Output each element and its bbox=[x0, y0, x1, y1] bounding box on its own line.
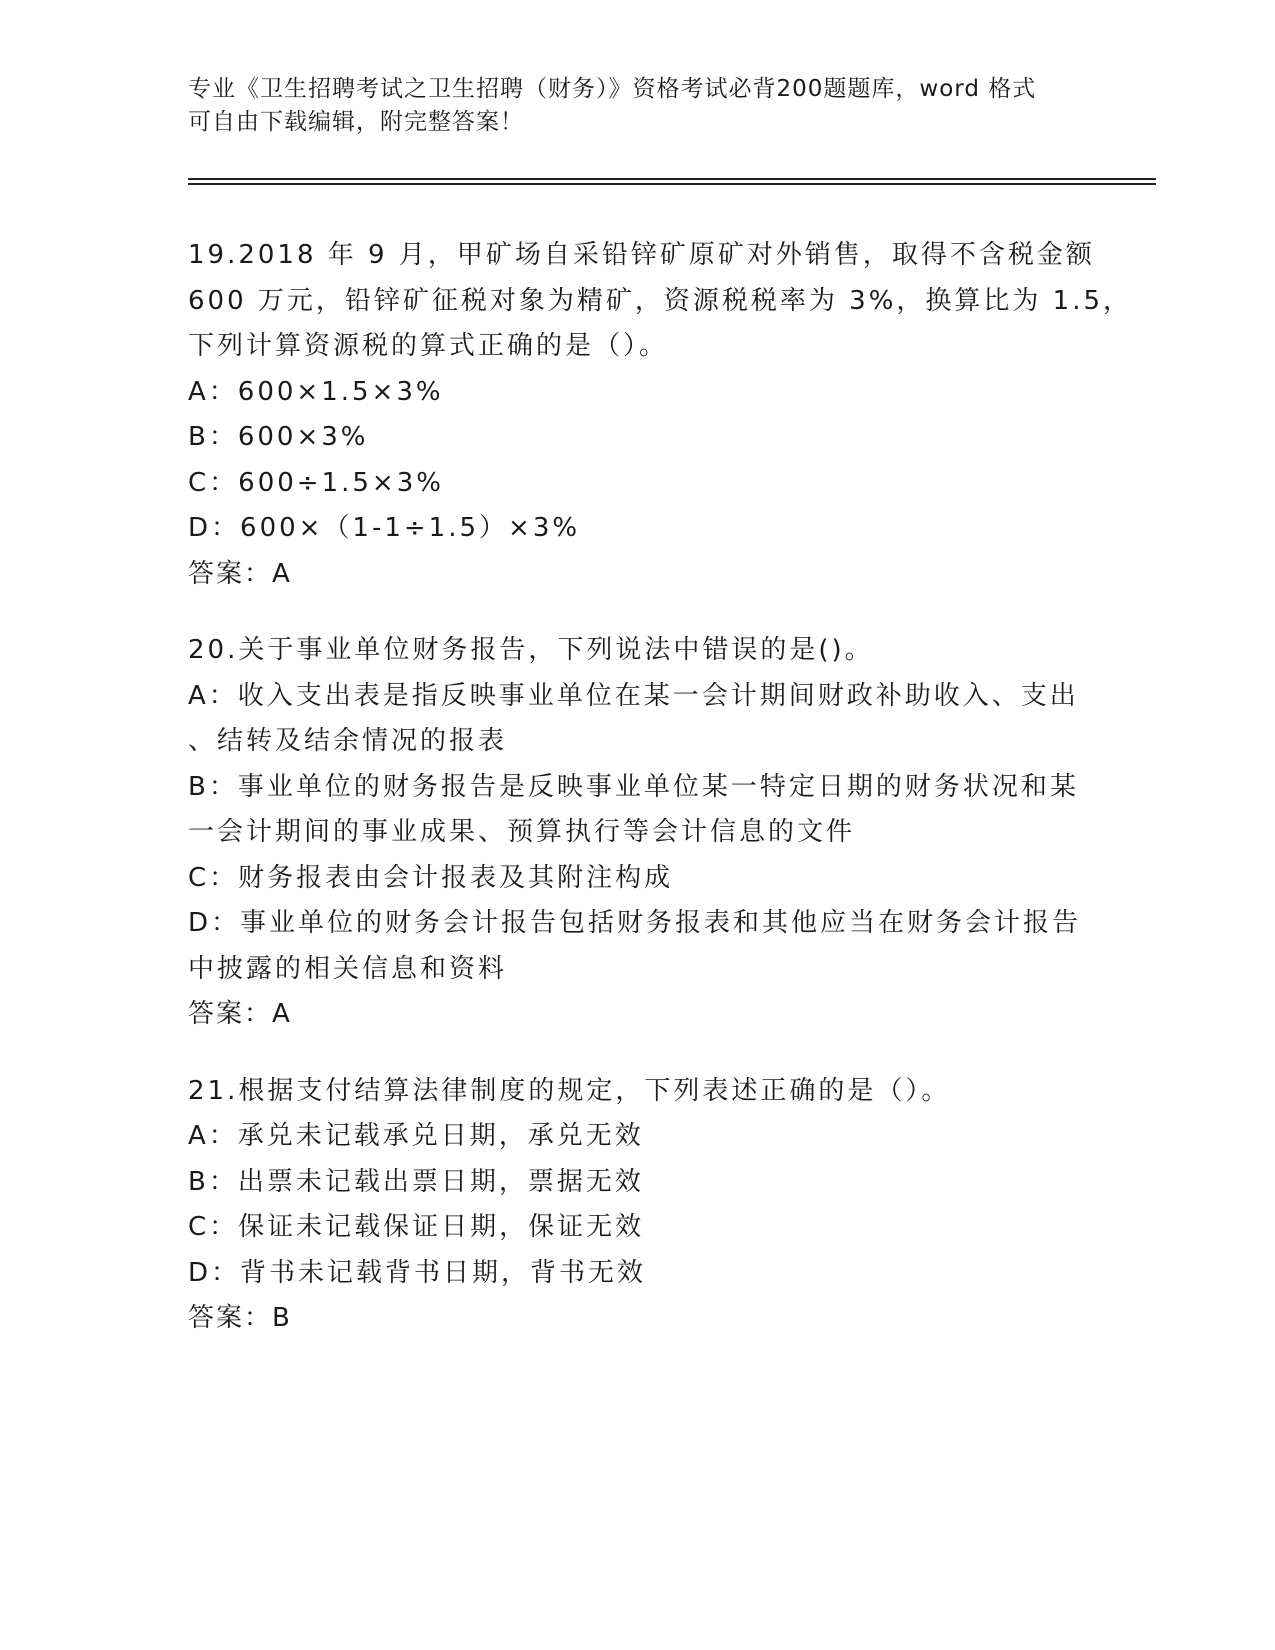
question-20 bbox=[188, 628, 1088, 1038]
option-b: B：事业单位的财务报告是反映事业单位某一特定日期的财务状况和某 bbox=[188, 771, 1079, 802]
question-stem-line: 600 万元，铅锌矿征税对象为精矿，资源税税率为 3%，换算比为 1.5， bbox=[188, 285, 1133, 316]
option-d: D：600×（1-1÷1.5）×3% bbox=[188, 513, 581, 543]
answer-label: 答案：A bbox=[188, 999, 292, 1029]
document-header bbox=[188, 73, 1088, 139]
header-title-line-2: 可自由下载编辑，附完整答案！ bbox=[188, 109, 524, 135]
question-19 bbox=[188, 233, 1133, 597]
header-divider-top bbox=[188, 178, 1156, 180]
option-c: C：保证未记载保证日期，保证无效 bbox=[188, 1212, 645, 1242]
header-divider-bottom bbox=[188, 183, 1156, 185]
option-a-continued: 、结转及结余情况的报表 bbox=[188, 726, 508, 756]
question-stem-line: 下列计算资源税的算式正确的是（）。 bbox=[188, 331, 669, 361]
option-d-continued: 中披露的相关信息和资料 bbox=[188, 953, 508, 984]
option-b: B：600×3% bbox=[188, 422, 369, 452]
option-a: A：600×1.5×3% bbox=[188, 376, 444, 407]
question-stem-line: 21.根据支付结算法律制度的规定，下列表述正确的是（）。 bbox=[188, 1075, 951, 1106]
header-title-line-1: 专业《卫生招聘考试之卫生招聘（财务）》资格考试必背200题题库，word 格式 bbox=[188, 76, 1037, 102]
option-d: D：事业单位的财务会计报告包括财务报表和其他应当在财务会计报告 bbox=[188, 908, 1082, 938]
option-b: B：出票未记载出票日期，票据无效 bbox=[188, 1166, 644, 1197]
option-b-continued: 一会计期间的事业成果、预算执行等会计信息的文件 bbox=[188, 817, 856, 847]
option-d: D：背书未记载背书日期，背书无效 bbox=[188, 1257, 647, 1288]
option-c: C：600÷1.5×3% bbox=[188, 467, 444, 498]
option-a: A：收入支出表是指反映事业单位在某一会计期间财政补助收入、支出 bbox=[188, 680, 1079, 711]
answer-label: 答案：B bbox=[188, 1303, 292, 1333]
question-stem-line: 19.2018 年 9 月，甲矿场自采铅锌矿原矿对外销售，取得不含税金额 bbox=[188, 240, 1095, 270]
option-a: A：承兑未记载承兑日期，承兑无效 bbox=[188, 1121, 644, 1151]
answer-label: 答案：A bbox=[188, 558, 292, 589]
question-21 bbox=[188, 1069, 1088, 1342]
question-list bbox=[188, 233, 1133, 1373]
question-stem-line: 20.关于事业单位财务报告，下列说法中错误的是()。 bbox=[188, 635, 874, 665]
option-c: C：财务报表由会计报表及其附注构成 bbox=[188, 862, 674, 893]
